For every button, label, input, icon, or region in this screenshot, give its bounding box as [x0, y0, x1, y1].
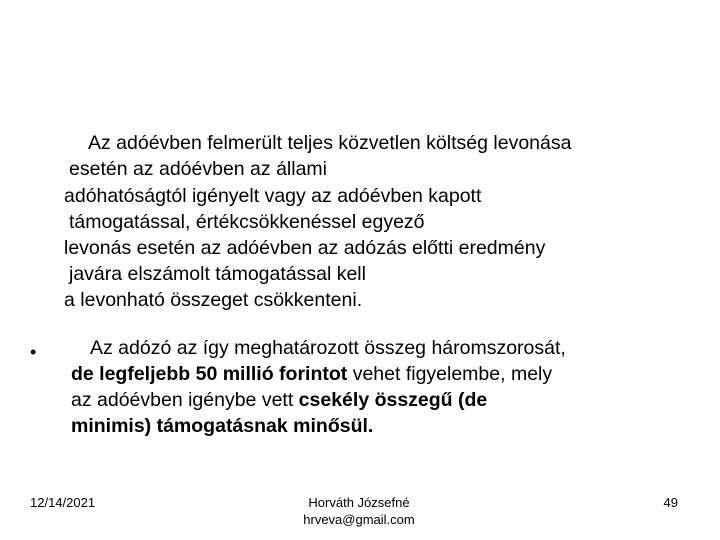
paragraph-2-line-4 [71, 414, 373, 438]
paragraph-2-line-2-rest: vehet figyelembe, mely [347, 363, 553, 385]
paragraph-1-line-2: esetén az adóévben az állami [69, 158, 328, 180]
emphasis-limit: de legfeljebb 50 millió forintot [71, 363, 348, 385]
paragraph-1-line-4: támogatással, értékcsökkenéssel egyező [69, 211, 425, 233]
emphasis-de-minimis-end: minimis) támogatásnak minősül. [71, 415, 374, 437]
footer-author-email: hrveva@gmail.com [303, 512, 415, 527]
paragraph-1-line-1: Az adóévben felmerült teljes közvetlen költség levonása [88, 132, 572, 154]
paragraph-1-line-3: adóhatóságtól igényelt vagy az adóévben kapott [64, 185, 482, 207]
paragraph-2-line-1: Az adózó az így meghatározott összeg háromszorosát, [90, 337, 566, 359]
paragraph-2-line-2 [71, 362, 552, 386]
paragraph-1-line-5: levonás esetén az adóévben az adózás előtti eredmény [64, 237, 546, 259]
paragraph-1-line-6: javára elszámolt támogatással kell [69, 263, 366, 285]
paragraph-2-line-3-plain: az adóévben igénybe vett [71, 389, 299, 411]
bullet-marker: • [30, 342, 37, 362]
footer-date: 12/14/2021 [30, 495, 96, 510]
footer-author [286, 494, 432, 528]
footer-author-name: Horváth Józsefné [308, 495, 410, 510]
paragraph-2-line-3 [71, 388, 487, 412]
emphasis-de-minimis-start: csekély összegű (de [298, 389, 488, 411]
footer-page-number: 49 [663, 495, 678, 510]
paragraph-1-line-7: a levonható összeget csökkenteni. [64, 289, 363, 311]
